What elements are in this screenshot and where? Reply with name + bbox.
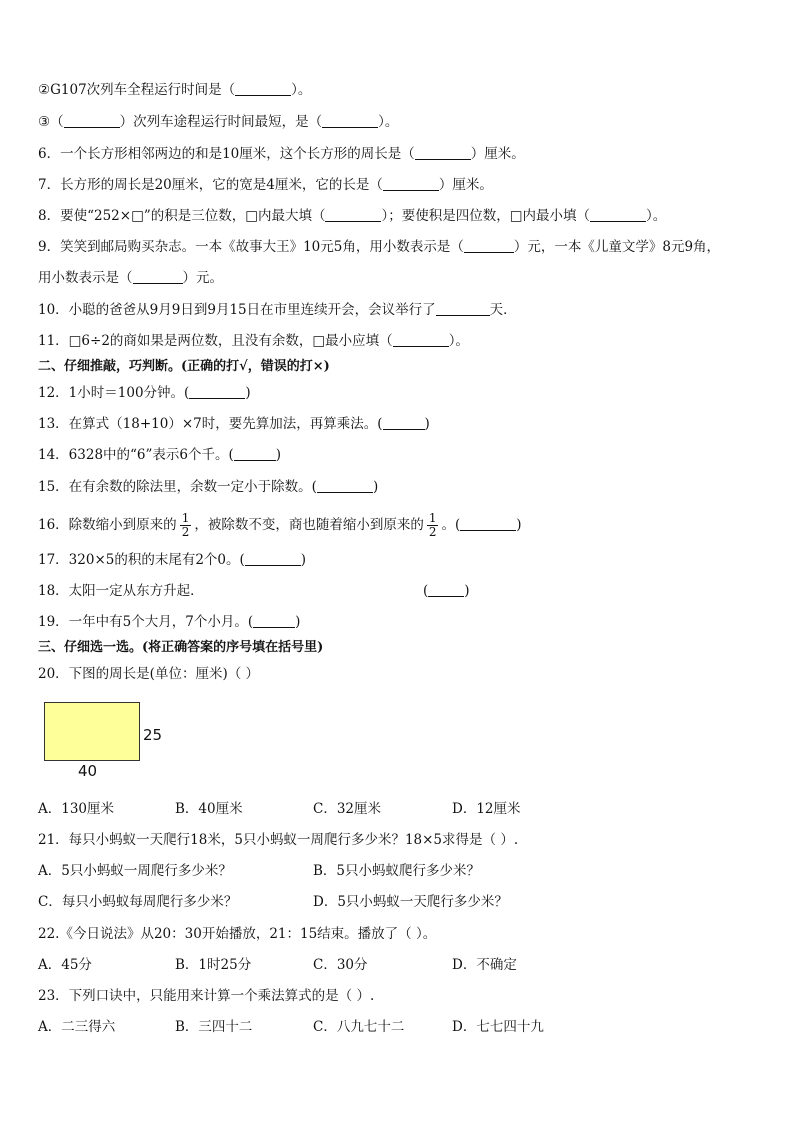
question-19: 19．一年中有5个大月，7个小月。( ) <box>38 614 301 630</box>
fraction-one-half: $\frac{1}{2}$ <box>181 511 190 539</box>
rectangle-width-label: 40 <box>78 762 98 780</box>
option-a[interactable]: A．二三得六 <box>38 1019 116 1035</box>
answer-blank[interactable] <box>464 238 514 253</box>
question-14: 14．6328中的“6”表示6个千。( ) <box>38 447 282 463</box>
option-a[interactable]: A．45分 <box>38 957 92 973</box>
rectangle-figure <box>44 702 140 761</box>
option-b[interactable]: B．40厘米 <box>175 801 243 817</box>
question-6: 6．一个长方形相邻两边的和是10厘米，这个长方形的周长是（ ）厘米。 <box>38 146 525 162</box>
answer-blank[interactable] <box>322 113 378 128</box>
question-23: 23．下列口诀中，只能用来计算一个乘法算式的是（ ）. <box>38 988 375 1004</box>
answer-blank[interactable] <box>415 145 471 160</box>
question-5-2: ②G107次列车全程运行时间是（ ）。 <box>38 82 312 98</box>
question-20: 20．下图的周长是(单位：厘米)（ ） <box>38 666 260 682</box>
answer-blank[interactable] <box>317 478 373 493</box>
answer-blank[interactable] <box>133 269 183 284</box>
answer-blank[interactable] <box>393 332 449 347</box>
question-16: 16．除数缩小到原来的 $\frac{1}{2}$ ，被除数不变，商也随着缩小到原来的 $\frac{1}{2}$ 。( ) <box>38 511 522 539</box>
question-22: 22.《今日说法》从20：30开始播放，21：15结束。播放了（ ）。 <box>38 926 437 942</box>
option-b[interactable]: B．1时25分 <box>175 957 252 973</box>
question-11: 11．□6÷2的商如果是两位数，且没有余数，□最小应填（ ）。 <box>38 333 469 349</box>
answer-blank[interactable] <box>460 516 516 531</box>
answer-blank[interactable] <box>436 301 490 316</box>
question-13: 13．在算式（18+10）×7时，要先算加法，再算乘法。( ) <box>38 416 430 432</box>
answer-blank[interactable] <box>383 176 439 191</box>
section-2-heading: 二、仔细推敲，巧判断。(正确的打√，错误的打×) <box>38 359 330 374</box>
option-d[interactable]: D．不确定 <box>452 957 517 973</box>
question-18: 18．太阳一定从东方升起． <box>38 583 204 599</box>
answer-blank[interactable] <box>253 613 295 628</box>
option-c[interactable]: C．八九七十二 <box>313 1019 405 1035</box>
question-9-cont: 用小数表示是（ ）元。 <box>38 270 223 286</box>
answer-blank[interactable] <box>189 384 245 399</box>
section-3-heading: 三、仔细选一选。(将正确答案的序号填在括号里) <box>38 640 324 655</box>
question-12: 12．1小时＝100分钟。( ) <box>38 385 251 401</box>
option-b[interactable]: B．5只小蚂蚁爬行多少米？ <box>313 863 481 879</box>
question-15: 15．在有余数的除法里，余数一定小于除数。( ) <box>38 479 379 495</box>
answer-blank[interactable] <box>325 207 381 222</box>
option-d[interactable]: D．七七四十九 <box>452 1019 544 1035</box>
answer-blank[interactable] <box>383 415 425 430</box>
fraction-one-half: $\frac{1}{2}$ <box>428 511 437 539</box>
question-17: 17．320×5的积的末尾有2个0。( ) <box>38 552 307 568</box>
question-18-answer: ( ) <box>423 583 470 599</box>
option-a[interactable]: A．130厘米 <box>38 801 115 817</box>
question-7: 7．长方形的周长是20厘米，它的宽是4厘米，它的长是（ ）厘米。 <box>38 177 493 193</box>
rectangle-height-label: 25 <box>143 726 163 744</box>
question-5-3: ③（ ）次列车途程运行时间最短，是（ ）。 <box>38 114 399 130</box>
question-9: 9．笑笑到邮局购买杂志。一本《故事大王》10元5角，用小数表示是（ ）元，一本《儿童文学》8元9角， <box>38 239 721 255</box>
answer-blank[interactable] <box>428 582 464 597</box>
option-d[interactable]: D．12厘米 <box>452 801 521 817</box>
option-a[interactable]: A．5只小蚂蚁一周爬行多少米？ <box>38 863 232 879</box>
question-8: 8．要使“252×□”的积是三位数，□内最大填（ ）；要使积是四位数，□内最小填（ ）。 <box>38 208 667 224</box>
option-c[interactable]: C．30分 <box>313 957 368 973</box>
answer-blank[interactable] <box>234 446 276 461</box>
question-10: 10．小聪的爸爸从9月9日到9月15日在市里连续开会，会议举行了 天． <box>38 302 517 318</box>
answer-blank[interactable] <box>590 207 646 222</box>
answer-blank[interactable] <box>64 113 120 128</box>
answer-blank[interactable] <box>235 81 291 96</box>
option-c[interactable]: C．32厘米 <box>313 801 382 817</box>
answer-blank[interactable] <box>245 551 301 566</box>
question-21: 21．每只小蚂蚁一天爬行18米，5只小蚂蚁一周爬行多少米？18×5求得是（ ）. <box>38 832 519 848</box>
option-d[interactable]: D．5只小蚂蚁一天爬行多少米？ <box>313 894 508 910</box>
option-b[interactable]: B．三四十二 <box>175 1019 253 1035</box>
option-c[interactable]: C．每只小蚂蚁每周爬行多少米？ <box>38 894 238 910</box>
